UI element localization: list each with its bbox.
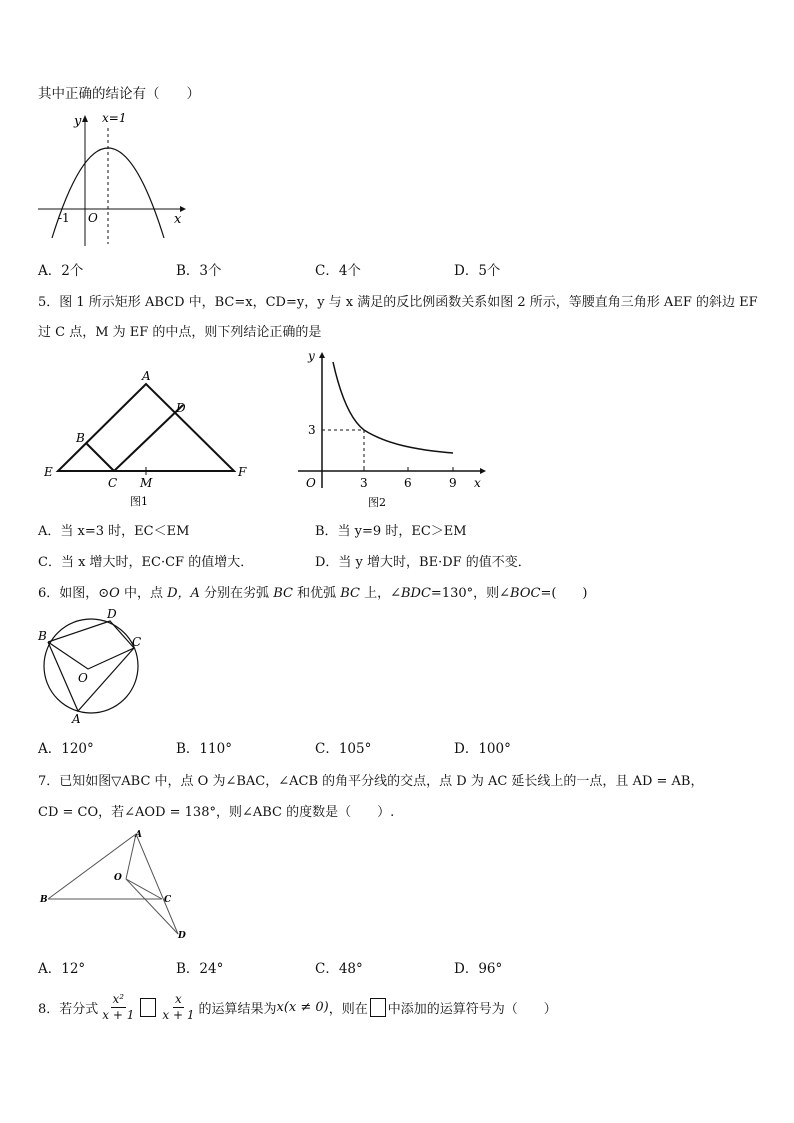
q7-label-c: C — [164, 895, 172, 905]
fig2-label-x9: 9 — [449, 476, 457, 490]
fig2-caption: 图2 — [368, 496, 386, 509]
q4-label-neg1: -1 — [58, 211, 70, 225]
q5-stem-line1: 5．图 1 所示矩形 ABCD 中，BC=x，CD=y，y 与 x 满足的反比例函数关系如图 2 所示，等腰直角三角形 AEF 的斜边 EF — [38, 295, 758, 310]
q6-label-o: O — [78, 671, 88, 685]
q5-stem-line2: 过 C 点，M 为 EF 的中点，则下列结论正确的是 — [38, 325, 322, 340]
q6-option-b[interactable]: B．110° — [176, 741, 232, 757]
q6-option-a[interactable]: A．120° — [38, 741, 94, 757]
q6-label-c: C — [132, 635, 142, 649]
fig2-label-o: O — [306, 476, 316, 490]
q6-label-b: B — [38, 629, 47, 643]
fig2-label-x: x — [474, 476, 481, 490]
q8-operator-box — [140, 998, 156, 1017]
q6-label-d: D — [107, 607, 117, 621]
fig2-label-x3: 3 — [360, 476, 368, 490]
fig1-label-m: M — [140, 476, 153, 490]
fig1-label-a: A — [142, 369, 151, 383]
q5-option-c[interactable]: C．当 x 增大时，EC·CF 的值增大． — [38, 555, 254, 570]
q4-label-x: x — [174, 212, 182, 227]
fig1-label-f: F — [238, 465, 247, 479]
q4-option-b[interactable]: B．3个 — [176, 263, 222, 279]
q6-option-d[interactable]: D．100° — [454, 741, 511, 757]
q7-option-b[interactable]: B．24° — [176, 961, 224, 977]
q4-option-d[interactable]: D．5个 — [454, 263, 501, 279]
fig1-label-b: B — [76, 431, 85, 445]
q4-label-o: O — [88, 211, 98, 225]
q4-parabola-graph — [34, 108, 194, 248]
q7-stem-line1: 7．已知如图▽ABC 中，点 O 为∠BAC，∠ACB 的角平分线的交点，点 D 为 AC 延长线上的一点，且 AD = AB， — [38, 774, 704, 789]
q4-label-axis: x=1 — [102, 111, 127, 125]
fig1-label-e: E — [44, 465, 53, 479]
fig2-label-y: y — [308, 349, 315, 363]
q4-label-y: y — [74, 114, 82, 129]
q7-option-d[interactable]: D．96° — [454, 961, 503, 977]
q4-stem-tail: 其中正确的结论有（ ） — [38, 86, 200, 102]
q4-option-c[interactable]: C．4个 — [315, 263, 361, 279]
q5-option-b[interactable]: B．当 y=9 时，EC＞EM — [315, 524, 467, 539]
q7-label-d: D — [178, 931, 186, 941]
q7-label-b: B — [40, 895, 48, 905]
q8-stem: 8．若分式 $\frac{\text{x²}}{x + 1}$ $\frac{x}{x + 1}$ 的运算结果为 x(x ≠ 0) ，则在 中添加的运算符号为（ ） — [38, 992, 557, 1022]
q7-triangle-figure — [38, 826, 198, 946]
q5-option-d[interactable]: D．当 y 增大时，BE·DF 的值不变． — [315, 555, 531, 570]
fig1-label-d: D — [176, 401, 186, 415]
q7-label-o: O — [114, 873, 122, 883]
q8-fraction-1: $\frac{\text{x²}}{x + 1}$ — [102, 992, 135, 1022]
fig1-label-c: C — [108, 476, 118, 490]
fig2-label-y3: 3 — [308, 423, 316, 437]
q7-label-a: A — [135, 830, 142, 840]
q7-option-a[interactable]: A．12° — [38, 961, 86, 977]
q6-circle-figure — [32, 606, 152, 728]
q6-label-a: A — [72, 712, 81, 726]
q6-stem: 6．如图，⊙O 中，点 D，A 分别在劣弧 BC 和优弧 BC 上，∠BDC=130°，则∠BOC=( ) — [38, 586, 588, 601]
q4-option-a[interactable]: A．2个 — [38, 263, 84, 279]
q5-figure-2 — [296, 348, 496, 513]
fig1-caption: 图1 — [130, 495, 148, 508]
q6-option-c[interactable]: C．105° — [315, 741, 372, 757]
q5-option-a[interactable]: A．当 x=3 时，EC＜EM — [38, 524, 190, 539]
q8-operator-box-ref — [370, 998, 386, 1017]
fig2-label-x6: 6 — [404, 476, 412, 490]
q5-figure-1 — [36, 368, 256, 513]
q7-stem-line2: CD = CO，若∠AOD = 138°，则∠ABC 的度数是（ ）. — [38, 805, 395, 820]
q7-option-c[interactable]: C．48° — [315, 961, 363, 977]
q8-fraction-2: $\frac{x}{x + 1}$ — [162, 992, 195, 1022]
